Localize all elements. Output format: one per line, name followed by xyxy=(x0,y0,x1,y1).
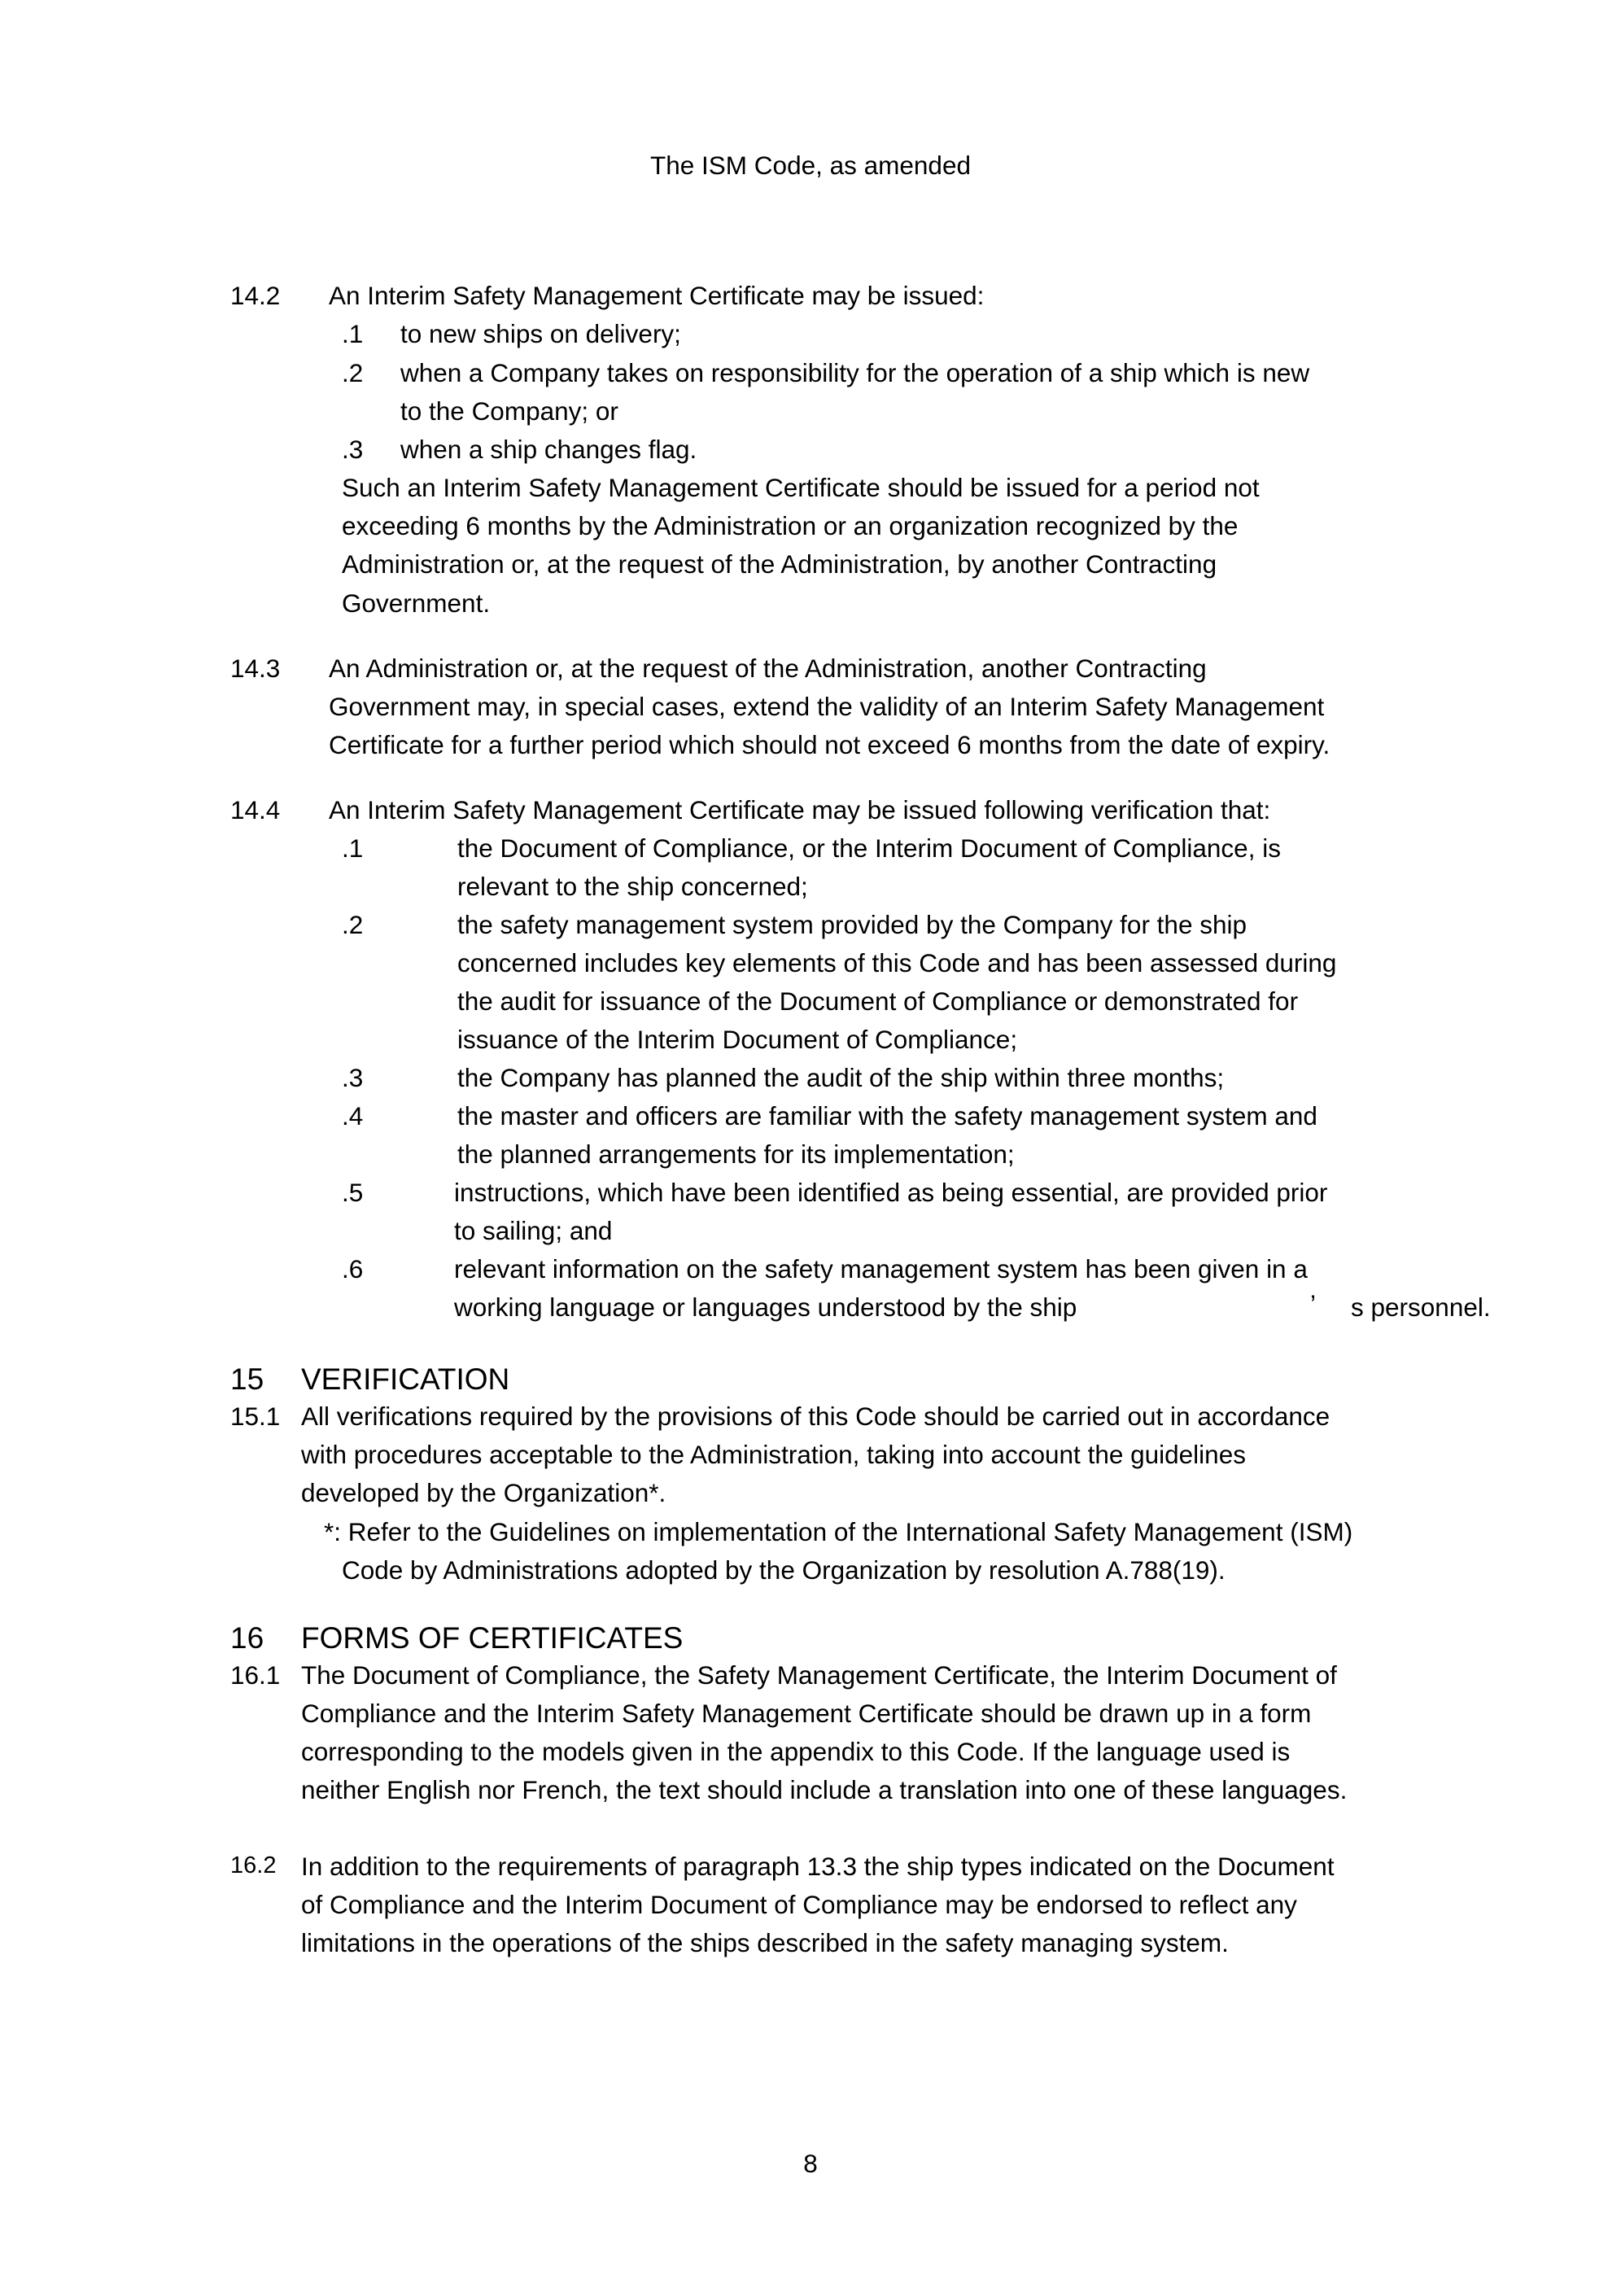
paragraph-text: neither English nor French, the text should include a translation into one of these languages. xyxy=(301,1775,1348,1804)
closing-text: Such an Interim Safety Management Certificate should be issued for a period not xyxy=(342,473,1260,502)
paragraph-number: 16.2 xyxy=(230,1852,277,1878)
paragraph-text: All verifications required by the provisions of this Code should be carried out in accordance xyxy=(301,1402,1330,1431)
item-text: the Document of Compliance, or the Interim Document of Compliance, is xyxy=(457,833,1281,863)
apostrophe-mark: ’ xyxy=(1310,1289,1316,1319)
item-text: to the Company; or xyxy=(400,396,618,426)
paragraph-text: An Administration or, at the request of the Administration, another Contracting xyxy=(329,654,1207,683)
item-text: the Company has planned the audit of the ship within three months; xyxy=(457,1063,1225,1092)
paragraph-number: 16.1 xyxy=(230,1660,281,1690)
paragraph-intro: An Interim Safety Management Certificate may be issued following verification that: xyxy=(329,795,1271,824)
section-title: VERIFICATION xyxy=(301,1362,510,1396)
item-number: .4 xyxy=(342,1101,364,1131)
paragraph-intro: An Interim Safety Management Certificate may be issued: xyxy=(329,281,985,310)
footnote: Code by Administrations adopted by the Organization by resolution A.788(19). xyxy=(342,1555,1226,1585)
item-number: .3 xyxy=(342,1063,364,1092)
paragraph-text: Certificate for a further period which should not exceed 6 months from the date of expiry. xyxy=(329,730,1330,759)
paragraph-text: corresponding to the models given in the appendix to this Code. If the language used is xyxy=(301,1737,1291,1766)
item-text: the planned arrangements for its implementation; xyxy=(457,1139,1015,1169)
paragraph-text: of Compliance and the Interim Document of Compliance may be endorsed to reflect any xyxy=(301,1890,1297,1919)
paragraph-text: The Document of Compliance, the Safety Management Certificate, the Interim Document of xyxy=(301,1660,1337,1690)
paragraph-text: with procedures acceptable to the Administration, taking into account the guidelines xyxy=(301,1440,1246,1469)
paragraph-number: 14.3 xyxy=(230,654,281,683)
closing-text: exceeding 6 months by the Administration or an organization recognized by the xyxy=(342,511,1239,540)
paragraph-number: 14.2 xyxy=(230,281,281,310)
section-title: FORMS OF CERTIFICATES xyxy=(301,1621,684,1655)
footnote: *: Refer to the Guidelines on implementation of the International Safety Management (ISM) xyxy=(324,1517,1353,1546)
paragraph-text: Government may, in special cases, extend the validity of an Interim Safety Management xyxy=(329,692,1325,721)
item-text: concerned includes key elements of this Code and has been assessed during xyxy=(457,948,1337,977)
paragraph-number: 14.4 xyxy=(230,795,281,824)
closing-text: Administration or, at the request of the Administration, by another Contracting xyxy=(342,549,1217,579)
item-text: to new ships on delivery; xyxy=(400,319,681,348)
item-number: .3 xyxy=(342,435,364,464)
item-text: instructions, which have been identified as being essential, are provided prior xyxy=(454,1178,1328,1207)
item-text: relevant to the ship concerned; xyxy=(457,872,808,901)
paragraph-text: Compliance and the Interim Safety Management Certificate should be drawn up in a form xyxy=(301,1699,1312,1728)
paragraph-text: developed by the Organization*. xyxy=(301,1478,666,1507)
item-text: relevant information on the safety management system has been given in a xyxy=(454,1254,1308,1284)
item-number: .6 xyxy=(342,1254,364,1284)
closing-text: Government. xyxy=(342,588,491,618)
paragraph-text: limitations in the operations of the ships described in the safety managing system. xyxy=(301,1928,1229,1957)
item-number: .2 xyxy=(342,910,364,939)
item-text: the audit for issuance of the Document of Compliance or demonstrated for xyxy=(457,986,1299,1016)
item-text: to sailing; and xyxy=(454,1216,613,1245)
item-text: when a ship changes flag. xyxy=(400,435,697,464)
item-text: the master and officers are familiar with the safety management system and xyxy=(457,1101,1317,1131)
item-text: when a Company takes on responsibility for the operation of a ship which is new xyxy=(400,358,1310,387)
item-text: issuance of the Interim Document of Compliance; xyxy=(457,1025,1018,1054)
page-number: 8 xyxy=(803,2149,818,2178)
item-text-tail: s personnel. xyxy=(1351,1292,1491,1322)
section-number: 16 xyxy=(230,1621,264,1655)
paragraph-text: In addition to the requirements of paragraph 13.3 the ship types indicated on the Document xyxy=(301,1852,1335,1881)
section-number: 15 xyxy=(230,1362,264,1396)
item-number: .5 xyxy=(342,1178,364,1207)
item-number: .2 xyxy=(342,358,364,387)
item-number: .1 xyxy=(342,833,364,863)
item-number: .1 xyxy=(342,319,364,348)
paragraph-number: 15.1 xyxy=(230,1402,281,1431)
running-header: The ISM Code, as amended xyxy=(650,151,971,180)
item-text: the safety management system provided by the Company for the ship xyxy=(457,910,1247,939)
item-text: working language or languages understood by the ship xyxy=(454,1292,1077,1322)
